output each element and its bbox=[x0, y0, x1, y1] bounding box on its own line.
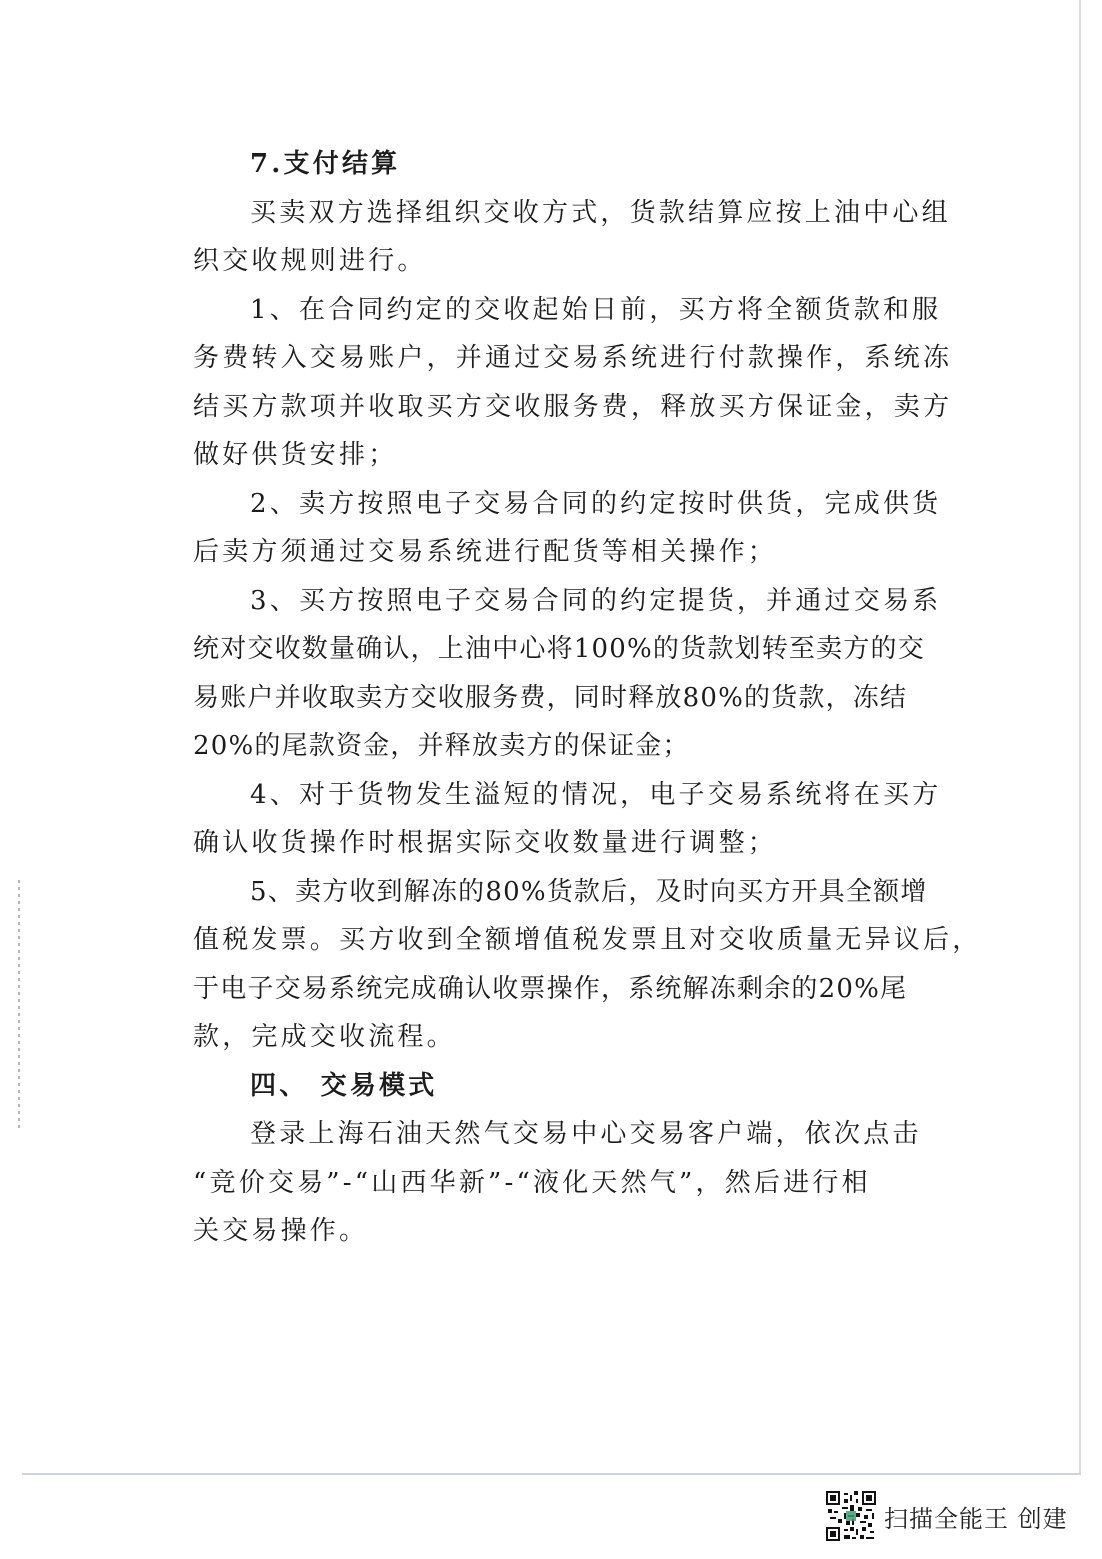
paragraph-line: 买卖双方选择组织交收方式，货款结算应按上油中心组 bbox=[250, 197, 951, 228]
paragraph-line: 2、卖方按照电子交易合同的约定按时供货，完成供货 bbox=[250, 488, 942, 519]
scanner-watermark bbox=[826, 1490, 1068, 1542]
qr-code-icon bbox=[826, 1491, 876, 1541]
paragraph-line: 关交易操作。 bbox=[193, 1216, 369, 1246]
chapter-heading: 四、 交易模式 bbox=[250, 1070, 438, 1101]
scanner-label: 扫描全能王 创建 bbox=[884, 1504, 1068, 1533]
paragraph-line: 20%的尾款资金，并释放卖方的保证金； bbox=[193, 731, 690, 761]
paragraph-line: “竞价交易”-“山西华新”-“液化天然气”，然后进行相 bbox=[193, 1167, 871, 1198]
document-body bbox=[193, 140, 982, 1256]
paragraph-line: 统对交收数量确认，上油中心将100%的货款划转至卖方的交 bbox=[193, 634, 925, 664]
paragraph-line: 后卖方须通过交易系统进行配货等相关操作； bbox=[193, 537, 778, 567]
paragraph-line: 织交收规则进行。 bbox=[193, 246, 427, 276]
paragraph-line: 确认收货操作时根据实际交收数量进行调整； bbox=[193, 828, 778, 858]
paragraph-line: 务费转入交易账户，并通过交易系统进行付款操作，系统冻 bbox=[193, 343, 953, 373]
paragraph-line: 3、买方按照电子交易合同的约定提货，并通过交易系 bbox=[250, 585, 942, 616]
paragraph-line: 1、在合同约定的交收起始日前，买方将全额货款和服 bbox=[250, 294, 942, 325]
page-frame-bottom-edge bbox=[22, 1473, 1081, 1475]
paragraph-line: 款，完成交收流程。 bbox=[193, 1022, 456, 1052]
paragraph-line: 做好供货安排； bbox=[193, 440, 398, 470]
section-heading: 7.支付结算 bbox=[250, 149, 401, 179]
scan-edge-mark bbox=[18, 880, 20, 1130]
paragraph-line: 4、对于货物发生溢短的情况，电子交易系统将在买方 bbox=[250, 779, 942, 810]
paragraph-line: 5、卖方收到解冻的80%货款后，及时向买方开具全额增 bbox=[250, 876, 928, 907]
page-frame-right-edge bbox=[1079, 0, 1081, 1474]
paragraph-line: 值税发票。买方收到全额增值税发票且对交收质量无异议后， bbox=[193, 925, 982, 955]
paragraph-line: 结买方款项并收取买方交收服务费，释放买方保证金，卖方 bbox=[193, 391, 953, 422]
paragraph-line: 于电子交易系统完成确认收票操作，系统解冻剩余的20%尾 bbox=[193, 973, 908, 1004]
paragraph-line: 易账户并收取卖方交收服务费，同时释放80%的货款，冻结 bbox=[193, 682, 908, 713]
paragraph-line: 登录上海石油天然气交易中心交易客户端，依次点击 bbox=[250, 1119, 922, 1149]
